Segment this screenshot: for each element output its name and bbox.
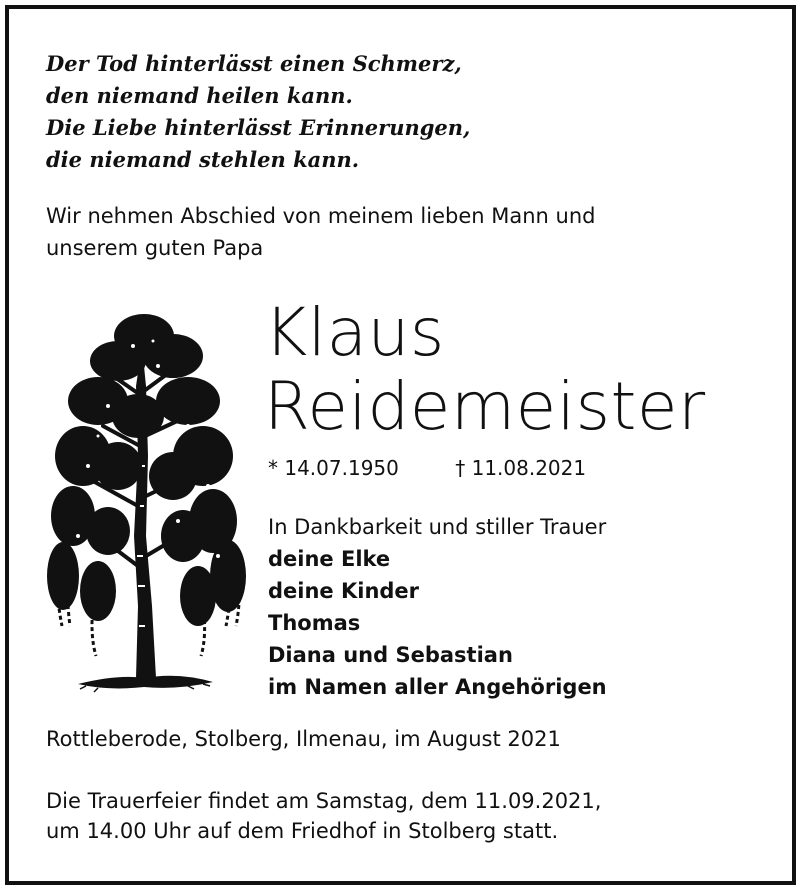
ceremony-line: um 14.00 Uhr auf dem Friedhof in Stolberg statt. (46, 819, 559, 843)
ceremony-line: Die Trauerfeier findet am Samstag, dem 11.09.2021, (46, 789, 602, 813)
mourners-block (268, 511, 607, 703)
poem-line: Die Liebe hinterlässt Erinnerungen, (46, 115, 471, 140)
last-name: Reidemeister (264, 368, 706, 445)
mourner-name: Thomas (268, 611, 361, 635)
deceased-name (264, 296, 706, 444)
intro-line: Wir nehmen Abschied von meinem lieben Mann und (46, 204, 596, 228)
poem-line: die niemand stehlen kann. (46, 147, 360, 172)
first-name: Klaus (264, 294, 445, 371)
poem-line: Der Tod hinterlässt einen Schmerz, (46, 51, 462, 76)
mourner-name: Diana und Sebastian (268, 643, 513, 667)
mourner-name: im Namen aller Angehörigen (268, 675, 607, 699)
birch-tree-icon (38, 306, 250, 696)
mourner-name: deine Elke (268, 547, 391, 571)
poem (46, 48, 470, 176)
farewell-intro (46, 200, 746, 264)
funeral-details (46, 786, 601, 846)
life-dates (268, 455, 586, 481)
place-and-date: Rottleberode, Stolberg, Ilmenau, im August 2021 (46, 727, 561, 751)
mourner-name: deine Kinder (268, 579, 420, 603)
birth-date: * 14.07.1950 (268, 456, 399, 480)
mourners-intro: In Dankbarkeit und stiller Trauer (268, 515, 607, 539)
death-date: † 11.08.2021 (455, 456, 587, 480)
poem-line: den niemand heilen kann. (46, 83, 353, 108)
intro-line: unserem guten Papa (46, 236, 264, 260)
